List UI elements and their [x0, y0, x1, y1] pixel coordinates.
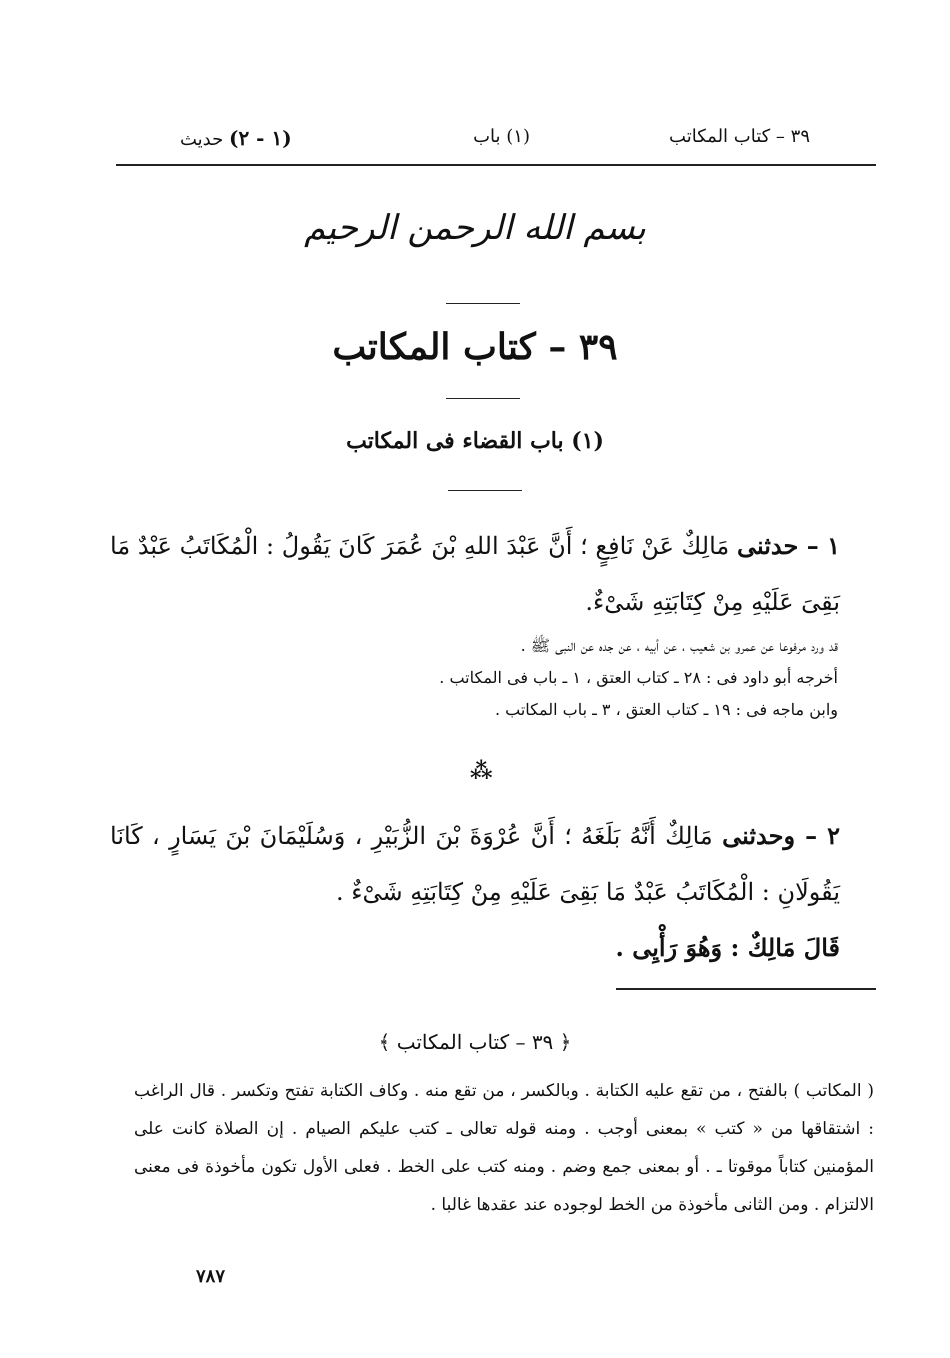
hadith-2-malik-opinion: قَالَ مَالِكٌ : وَهُوَ رَأْيِى . [615, 933, 840, 962]
commentary-title: ﴿ ٣٩ – كتاب المكاتب ﴾ [378, 1030, 572, 1054]
commentary-text: ( المكاتب ) بالفتح ، من تقع عليه الكتابة . وبالكسر ، من تقع منه . وكاف الكتابة تفتح وتكسر . قال الراغب : اشتقاقها من « كتب » بمعنى أوجب . ومنه قوله تعالى ـ كتب عليكم الصيام . إن الصلاة كانت على المؤمنين كتاباً موقوتا ـ . أو بمعنى جمع وضم . ومنه كتب على الخط . فعلى الأول تكون مأخوذة فى معنى الالتزام . ومن الثانى مأخوذة من الخط لوجوده عند عقدها غالبا . [134, 1081, 874, 1215]
hadith-range-label: حديث [180, 129, 224, 150]
hadith-1-text: مَالِكٌ عَنْ نَافِعٍ ؛ أَنَّ عَبْدَ اللهِ بْنَ عُمَرَ كَانَ يَقُولُ : الْمُكَاتَبُ عَبْدٌ مَا بَقِىَ عَلَيْهِ مِنْ كِتَابَتِهِ شَىْءٌ. [110, 532, 840, 616]
page-number: ٧٨٧ [196, 1266, 226, 1287]
running-head-hadith-range [180, 126, 292, 150]
ornament-rule [446, 303, 520, 304]
takhrij-line: وابن ماجه فى : ١٩ ـ كتاب العتق ، ٣ ـ باب المكاتب . [494, 700, 838, 719]
hadith-1 [110, 518, 840, 630]
ornament-rule [448, 490, 522, 491]
hadith-1-lead: ١ – حدثنى [736, 531, 840, 560]
ornament-rule [446, 398, 520, 399]
hadith-2-text: مَالِكٌ أَنَّهُ بَلَغَهُ ؛ أَنَّ عُرْوَةَ بْنَ الزُّبَيْرِ ، وَسُلَيْمَانَ بْنَ يَسَارٍ ، كَانَا يَقُولَانِ : الْمُكَاتَبُ عَبْدٌ مَا بَقِىَ عَلَيْهِ مِنْ كِتَابَتِهِ شَىْءٌ . [110, 822, 840, 906]
running-head [150, 126, 810, 156]
hadith-range-numbers: (١ - ٢) [229, 126, 292, 150]
header-rule [116, 164, 876, 166]
basmala: بسم الله الرحمن الرحيم [304, 208, 646, 248]
hadith-2-lead: ٢ – وحدثنى [722, 821, 840, 850]
running-head-chapter: (١) باب [473, 126, 530, 147]
takhrij-line: قد ورد مرفوعا عن عمرو بن شعيب ، عن أبيه ، عن جده عن النبى ﷺ . [520, 636, 838, 655]
asterism-separator: ⁂ [470, 758, 493, 784]
book-title: ٣٩ – كتاب المكاتب [332, 326, 618, 368]
takhrij-line: أخرجه أبو داود فى : ٢٨ ـ كتاب العتق ، ١ ـ باب فى المكاتب . [439, 668, 838, 687]
takhrij-notes [178, 630, 838, 726]
hadith-2 [110, 808, 840, 976]
footnote-rule [616, 988, 876, 990]
chapter-title: (١) باب القضاء فى المكاتب [346, 428, 604, 454]
running-head-book: ٣٩ – كتاب المكاتب [669, 126, 810, 147]
